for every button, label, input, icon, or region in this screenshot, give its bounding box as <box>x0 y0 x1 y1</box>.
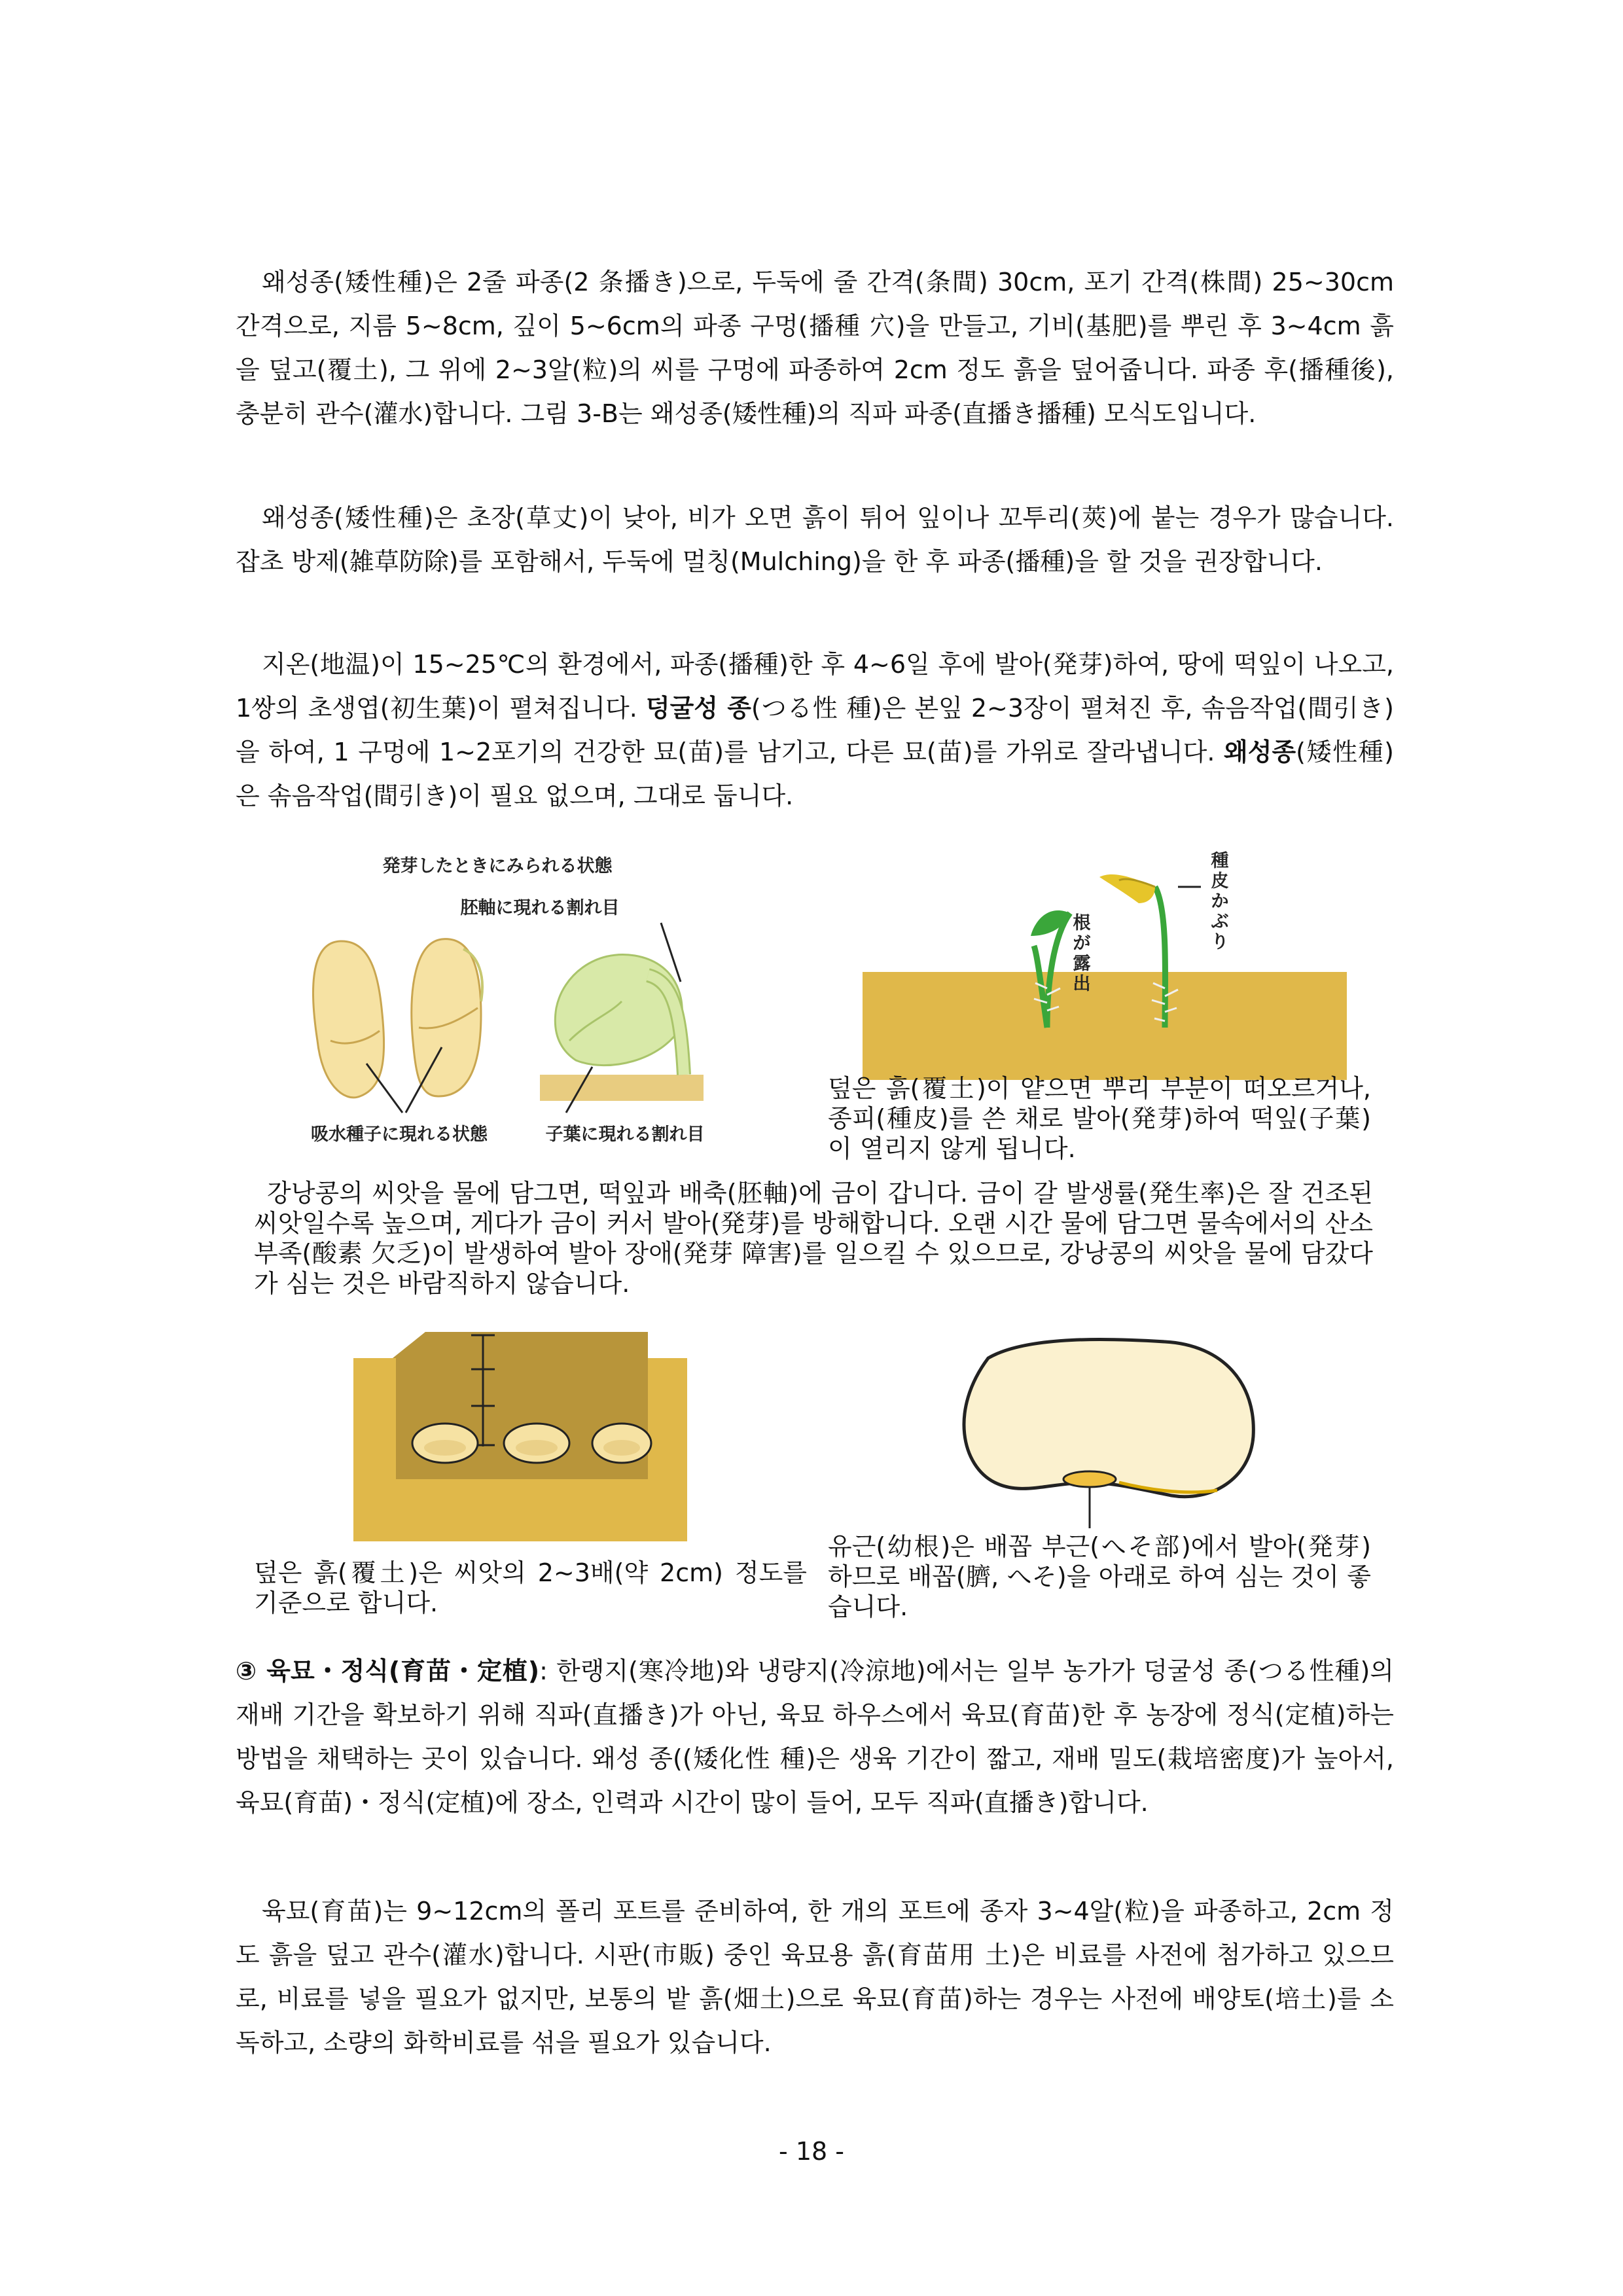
buried-seeds <box>412 1424 651 1463</box>
paragraph-4 <box>236 1649 1394 1825</box>
label-germination-state: 発芽したときにみられる状態 <box>382 856 613 876</box>
figure-sowing-depth <box>353 1329 694 1545</box>
label-hypocotyl-crack: 胚軸に現れる割れ目 <box>460 898 620 918</box>
label-cotyledon-crack: 子葉に現れる割れ目 <box>545 1124 705 1145</box>
paragraph-3-text-c: (つる性 種)은 본잎 2~3장이 펼쳐진 후, 솎음작업(間引き)을 하여, 1 구멍에 1~2포기의 건강한 묘(苗)를 남기고, 다른 묘(苗)를 가위로 잘라냅니다. <box>236 694 1395 766</box>
paragraph-5: 육묘(育苗)는 9~12cm의 폴리 포트를 준비하여, 한 개의 포트에 종자 3~4알(粒)을 파종하고, 2cm 정도 흙을 덮고 관수(灌水)합니다. 시판(市販) 중인 육묘용 흙(育苗用 土)은 비료를 사전에 첨가하고 있으므로, 비료를 넣을 필요가 없지만, 보통의 밭 흙(畑土)으로 육묘(育苗)하는 경우는 사전에 배양토(培土)를 소독하고, 소량의 화학비료를 섞을 필요가 있습니다. <box>236 1897 1394 2057</box>
paragraph-3-text-a: 지온(地温)이 15~25℃의 환경에서, 파종(播種)한 후 4~6일 후에 발아(発芽)하여, 땅에 떡잎이 나오고, 1쌍의 초생엽(初生葉)이 펼쳐집니다. <box>236 650 1394 723</box>
caption-shallow-soil: 덮은 흙(覆土)이 얕으면 뿌리 부분이 떠오르거나, 종피(種皮)를 쓴 채로 발아(発芽)하여 떡잎(子葉)이 열리지 않게 됩니다. <box>828 1074 1371 1163</box>
paragraph-3 <box>236 643 1394 818</box>
paragraph-2: 왜성종(矮性種)은 초장(草丈)이 낮아, 비가 오면 흙이 튀어 잎이나 꼬투리(莢)에 붙는 경우가 많습니다. 잡초 방제(雑草防除)를 포함해서, 두둑에 멀칭(Mulching)을 한 후 파종(播種)을 할 것을 권장합니다. <box>236 503 1394 576</box>
paragraph-3-text-e: (矮性種)은 솎음작업(間引き)이 필요 없으며, 그대로 둡니다. <box>236 738 1394 810</box>
label-absorbed-seed: 吸水種子に現れる状態 <box>311 1124 488 1145</box>
figure-shallow-sprouts <box>851 831 1361 1086</box>
paragraph-3-bold-dwarf: 왜성종 <box>1224 738 1296 766</box>
note-soaking-seeds: 강낭콩의 씨앗을 물에 담그면, 떡잎과 배축(胚軸)에 금이 갑니다. 금이 갈 발생률(発生率)은 잘 건조된 씨앗일수록 높으며, 게다가 금이 커서 발아(発芽)를 방해합니다. 오랜 시간 물에 담그면 물속에서의 산소 부족(酸素 欠乏)이 발생하여 발아 장애(発芽 障害)를 일으킬 수 있으므로, 강낭콩의 씨앗을 물에 담갔다가 심는 것은 바람직하지 않습니다. <box>254 1179 1373 1298</box>
figure-seed-cracks <box>281 844 798 1158</box>
paragraph-4-text: : 한랭지(寒冷地)와 냉량지(冷涼地)에서는 일부 농가가 덩굴성 종(つる性種)의 재배 기간을 확보하기 위해 직파(直播き)가 아닌, 육묘 하우스에서 육묘(育苗)한 후 농장에 정식(定植)하는 방법을 채택하는 곳이 있습니다. 왜성 종((矮化性 種)은 생육 기간이 짧고, 재배 밀도(栽培密度)가 높아서, 육묘(育苗)・정식(定植)에 장소, 인력과 시간이 많이 들어, 모두 직파(直播き)합니다. <box>236 1657 1394 1817</box>
soaked-seed-right <box>412 939 482 1096</box>
label-root-exposed-vertical: 根が露出 <box>1073 913 1091 994</box>
page-number: - 18 - <box>779 2137 844 2166</box>
caption-sowing-depth: 덮은 흙(覆土)은 씨앗의 2~3배(약 2cm) 정도를 기준으로 합니다. <box>254 1558 807 1617</box>
label-seed-coat-vertical: 種皮かぶり <box>1211 851 1229 952</box>
paragraph-4-number: ③ <box>236 1657 267 1685</box>
figure-hilum-bean <box>949 1332 1263 1528</box>
paragraph-1: 왜성종(矮性種)은 2줄 파종(2 条播き)으로, 두둑에 줄 간격(条間) 30cm, 포기 간격(株間) 25~30cm 간격으로, 지름 5~8cm, 깊이 5~6cm의 파종 구멍(播種 穴)을 만들고, 기비(基肥)를 뿌린 후 3~4cm 흙을 덮고(覆土), 그 위에 2~3알(粒)의 씨를 구멍에 파종하여 2cm 정도 흙을 덮어줍니다. 파종 후(播種後), 충분히 관수(灌水)합니다. 그림 3-B는 왜성종(矮性種)의 직파 파종(直播き播種) 모식도입니다. <box>236 268 1394 428</box>
paragraph-3-bold-vine: 덩굴성 종 <box>645 694 751 723</box>
paragraph-4-heading: 육묘・정식(育苗・定植) <box>266 1657 540 1685</box>
soil-block <box>863 972 1347 1080</box>
caption-hilum: 유근(幼根)은 배꼽 부근(へそ部)에서 발아(発芽)하므로 배꼽(臍, へそ)을 아래로 하여 심는 것이 좋습니다. <box>828 1532 1371 1621</box>
